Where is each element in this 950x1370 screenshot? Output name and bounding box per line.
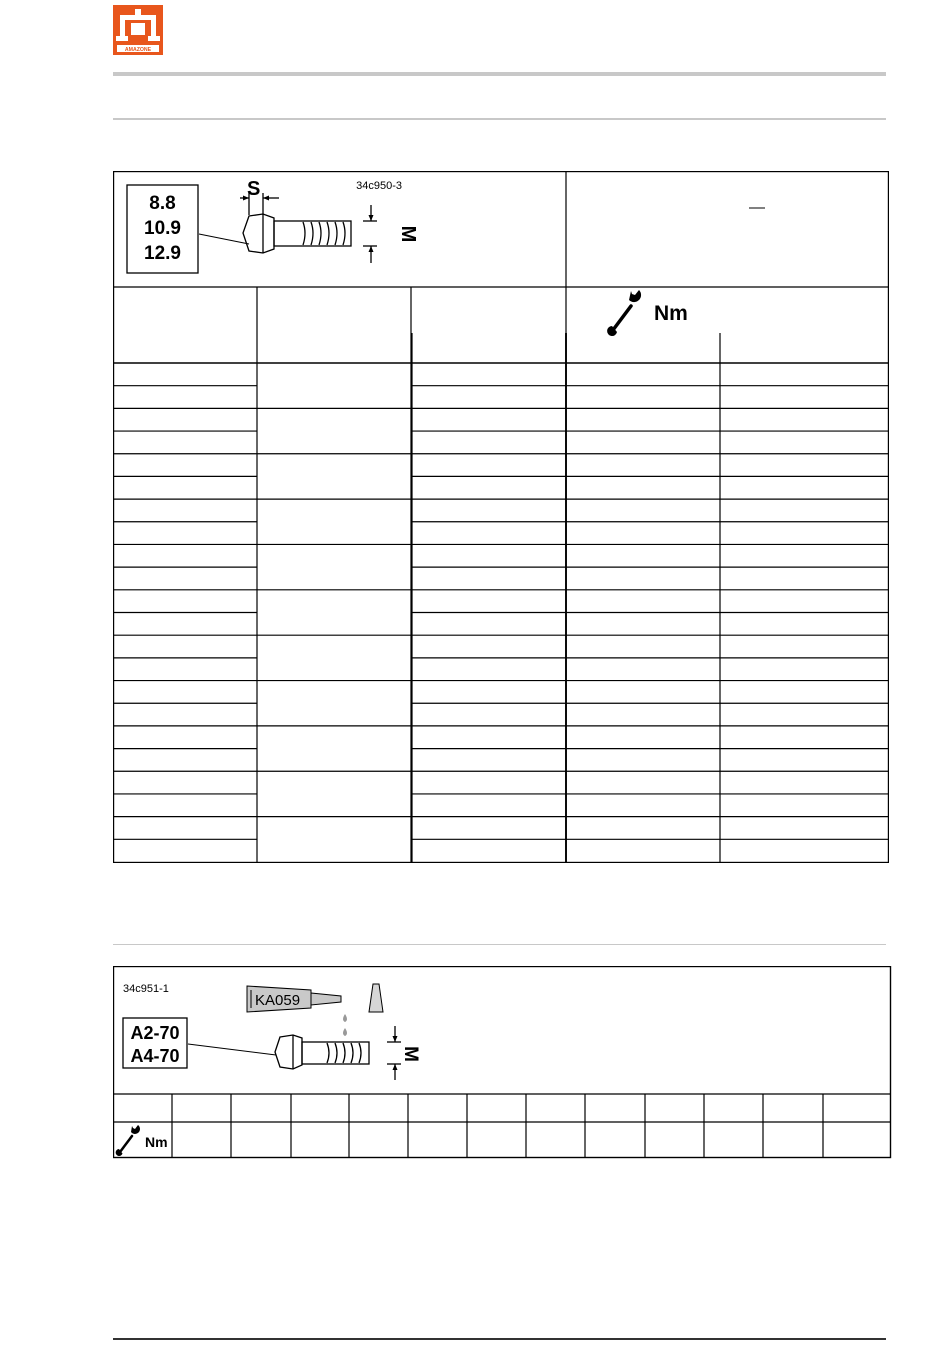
drop-icon <box>343 1028 347 1036</box>
footer-rule <box>113 1338 886 1340</box>
figure-code: 34c950-3 <box>356 180 402 192</box>
drop-icon <box>343 1014 347 1022</box>
grade-label-a4: A4-70 <box>130 1046 180 1066</box>
grade-label-a2: A2-70 <box>130 1023 180 1043</box>
torque-unit-label: Nm <box>654 302 688 325</box>
grade-label-3: 12.9 <box>144 243 181 264</box>
bolt-drawing <box>240 193 377 263</box>
nozzle-cap-icon <box>369 984 383 1012</box>
bolt-drawing-2 <box>275 1026 401 1080</box>
section-rule <box>113 118 886 120</box>
section-rule-2 <box>113 944 886 945</box>
grade-label-1: 8.8 <box>149 193 176 214</box>
torque-table-steel <box>113 171 889 863</box>
wrench-icon <box>116 1125 140 1156</box>
wrench-size-label: S <box>247 178 261 200</box>
thread-label-2: M <box>400 1046 421 1062</box>
wrench-icon <box>607 290 641 336</box>
thread-label: M <box>397 225 419 243</box>
logo-wordmark: AMAZONE <box>124 47 152 53</box>
torque-unit-label-2: Nm <box>145 1134 168 1150</box>
figure-code-2: 34c951-1 <box>123 983 169 995</box>
torque-table-stainless <box>113 966 892 1160</box>
header-rule <box>113 72 886 76</box>
amazone-logo <box>113 5 163 55</box>
compound-label: KA059 <box>255 992 301 1009</box>
grade-label-2: 10.9 <box>144 218 181 239</box>
